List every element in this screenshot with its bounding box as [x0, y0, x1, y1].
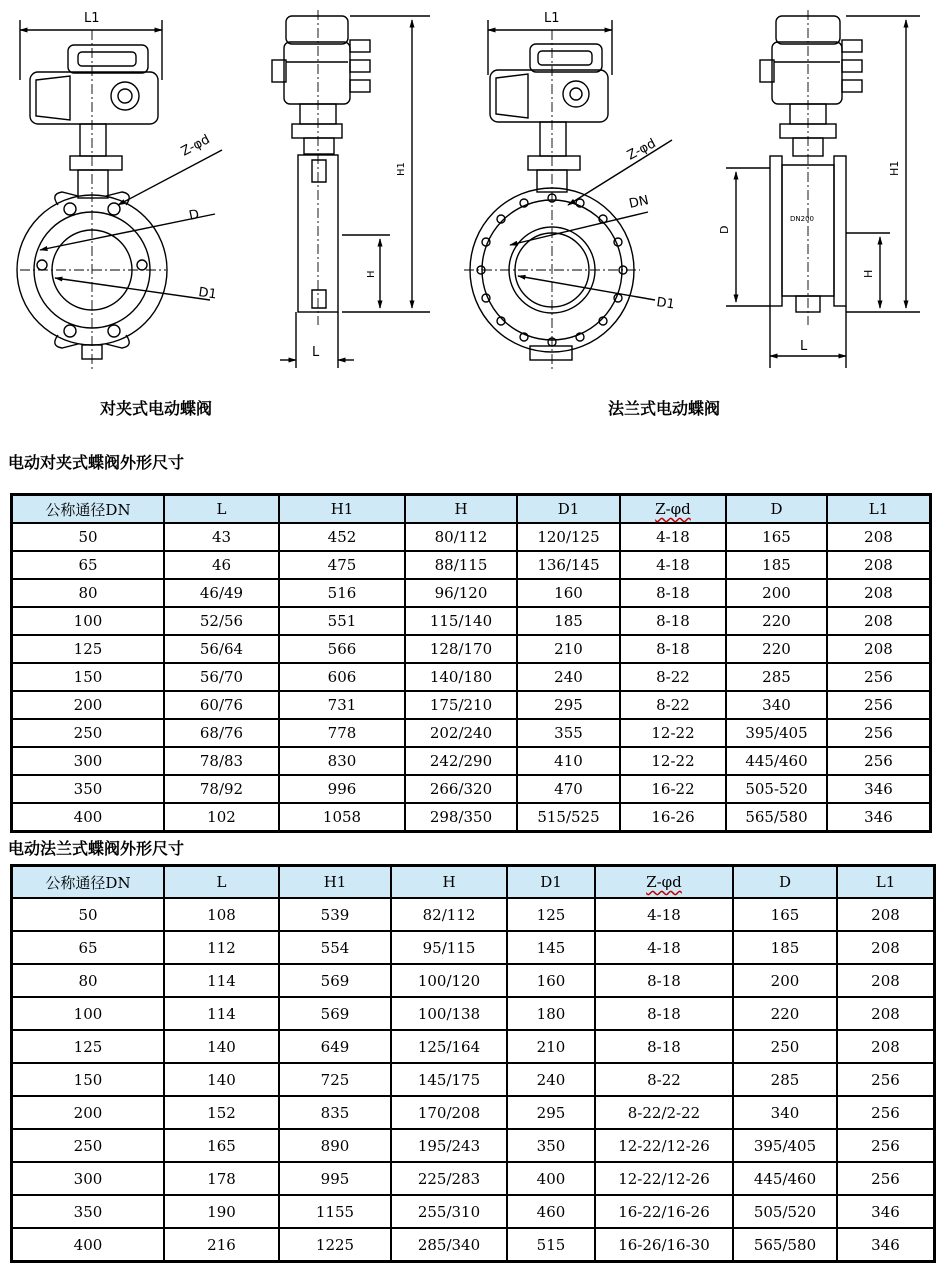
flange-side-view: [726, 10, 920, 368]
flange-table-cell: 185: [733, 931, 837, 964]
flange-table-cell: 225/283: [391, 1162, 507, 1195]
label-L1-wafer: L1: [84, 11, 100, 26]
wafer-table-cell: 566: [279, 635, 405, 663]
flange-table-cell: 725: [279, 1063, 391, 1096]
flange-table-cell: 505/520: [733, 1195, 837, 1228]
wafer-table-cell: 830: [279, 747, 405, 775]
flange-table-cell: 170/208: [391, 1096, 507, 1129]
wafer-table-cell: 445/460: [726, 747, 827, 775]
flange-table-cell: 890: [279, 1129, 391, 1162]
wafer-table-cell: 185: [726, 551, 827, 579]
flange-table-cell: 569: [279, 997, 391, 1030]
flange-table-cell: 8-18: [595, 964, 733, 997]
flange-table-cell: 208: [837, 1030, 934, 1063]
wafer-dimensions-table: [10, 493, 932, 833]
flange-table-cell: 285/340: [391, 1228, 507, 1261]
flange-table-cell: 1225: [279, 1228, 391, 1261]
wafer-table-row: [12, 747, 930, 775]
wafer-table-cell: 12-22: [620, 747, 726, 775]
wafer-table-cell: 452: [279, 523, 405, 551]
wafer-table-cell: 606: [279, 663, 405, 691]
wafer-table-cell: 200: [12, 691, 164, 719]
wafer-table-cell: 350: [12, 775, 164, 803]
flange-table-cell: 4-18: [595, 898, 733, 931]
label-Zphid-flange: Z-φd: [624, 136, 659, 164]
flange-header-cell: H: [391, 866, 507, 898]
wafer-table-cell: 136/145: [517, 551, 620, 579]
flange-table-cell: 460: [507, 1195, 595, 1228]
wafer-table-header-row: [12, 495, 930, 523]
flange-table-cell: 152: [164, 1096, 279, 1129]
wafer-table-cell: 515/525: [517, 803, 620, 831]
wafer-table-cell: 43: [164, 523, 279, 551]
flange-header-cell: Z-φd: [595, 866, 733, 898]
wafer-table-cell: 256: [827, 663, 930, 691]
label-L-flange-side: L: [800, 339, 808, 354]
flange-table-cell: 346: [837, 1228, 934, 1261]
flange-table-header-row: [12, 866, 934, 898]
wafer-table-row: [12, 803, 930, 831]
flange-header-cell: L: [164, 866, 279, 898]
flange-table-cell: 350: [507, 1129, 595, 1162]
flange-table-cell: 255/310: [391, 1195, 507, 1228]
wafer-table-cell: 256: [827, 719, 930, 747]
flange-table-cell: 295: [507, 1096, 595, 1129]
wafer-table-cell: 50: [12, 523, 164, 551]
flange-table-cell: 256: [837, 1096, 934, 1129]
wafer-table-cell: 200: [726, 579, 827, 607]
wafer-table-cell: 266/320: [405, 775, 517, 803]
wafer-table-cell: 120/125: [517, 523, 620, 551]
wafer-table-cell: 68/76: [164, 719, 279, 747]
wafer-table-cell: 516: [279, 579, 405, 607]
wafer-table-cell: 208: [827, 607, 930, 635]
flange-table-cell: 100/138: [391, 997, 507, 1030]
wafer-table-cell: 102: [164, 803, 279, 831]
flange-table-cell: 114: [164, 997, 279, 1030]
flange-table-cell: 125/164: [391, 1030, 507, 1063]
wafer-table-cell: 400: [12, 803, 164, 831]
flange-table-cell: 220: [733, 997, 837, 1030]
wafer-table-cell: 8-22: [620, 663, 726, 691]
wafer-header-cell: H: [405, 495, 517, 523]
label-H1-wafer-side: H1: [396, 162, 407, 176]
flange-table-cell: 100/120: [391, 964, 507, 997]
wafer-table-cell: 565/580: [726, 803, 827, 831]
wafer-table-cell: 996: [279, 775, 405, 803]
wafer-table-cell: 551: [279, 607, 405, 635]
wafer-header-cell: H1: [279, 495, 405, 523]
wafer-table-cell: 78/92: [164, 775, 279, 803]
flange-table-row: [12, 997, 934, 1030]
flange-table-cell: 285: [733, 1063, 837, 1096]
flange-table-cell: 8-18: [595, 1030, 733, 1063]
wafer-table-cell: 140/180: [405, 663, 517, 691]
flange-table-title: 电动法兰式蝶阀外形尺寸: [8, 839, 185, 858]
flange-table-cell: 208: [837, 997, 934, 1030]
wafer-table-cell: 52/56: [164, 607, 279, 635]
flange-table-row: [12, 931, 934, 964]
flange-table-cell: 649: [279, 1030, 391, 1063]
wafer-table-row: [12, 775, 930, 803]
wafer-table-cell: 46: [164, 551, 279, 579]
wafer-table-row: [12, 719, 930, 747]
flange-header-cell: D1: [507, 866, 595, 898]
wafer-header-cell: L1: [827, 495, 930, 523]
flange-table-cell: 216: [164, 1228, 279, 1261]
flange-header-cell: D: [733, 866, 837, 898]
flange-table-cell: 1155: [279, 1195, 391, 1228]
flange-table-cell: 165: [164, 1129, 279, 1162]
flange-table-row: [12, 964, 934, 997]
wafer-table-row: [12, 663, 930, 691]
flange-table-cell: 300: [12, 1162, 164, 1195]
flange-table-cell: 200: [12, 1096, 164, 1129]
flange-table-cell: 995: [279, 1162, 391, 1195]
flange-table-cell: 150: [12, 1063, 164, 1096]
wafer-table-row: [12, 551, 930, 579]
wafer-table-row: [12, 607, 930, 635]
wafer-table-cell: 96/120: [405, 579, 517, 607]
flange-table-cell: 16-22/16-26: [595, 1195, 733, 1228]
wafer-table-cell: 16-22: [620, 775, 726, 803]
wafer-table-cell: 346: [827, 775, 930, 803]
flange-table-row: [12, 1162, 934, 1195]
wafer-table-cell: 8-18: [620, 635, 726, 663]
wafer-table-cell: 175/210: [405, 691, 517, 719]
flange-table-cell: 145: [507, 931, 595, 964]
flange-table-cell: 108: [164, 898, 279, 931]
flange-table-cell: 340: [733, 1096, 837, 1129]
flange-table-cell: 195/243: [391, 1129, 507, 1162]
wafer-table-cell: 256: [827, 747, 930, 775]
flange-table-cell: 12-22/12-26: [595, 1129, 733, 1162]
flange-table-cell: 100: [12, 997, 164, 1030]
wafer-table-cell: 165: [726, 523, 827, 551]
flange-table-row: [12, 898, 934, 931]
wafer-table-cell: 300: [12, 747, 164, 775]
wafer-table-row: [12, 635, 930, 663]
wafer-table-cell: 4-18: [620, 523, 726, 551]
wafer-table-cell: 16-26: [620, 803, 726, 831]
flange-table-cell: 8-18: [595, 997, 733, 1030]
wafer-table-cell: 285: [726, 663, 827, 691]
label-D1-flange: D1: [655, 295, 676, 313]
wafer-table-cell: 346: [827, 803, 930, 831]
wafer-table-cell: 56/70: [164, 663, 279, 691]
wafer-header-cell: 公称通径DN: [12, 495, 164, 523]
label-D1-wafer: D1: [197, 285, 218, 303]
flange-table-cell: 256: [837, 1162, 934, 1195]
wafer-table-cell: 8-18: [620, 579, 726, 607]
flange-table-cell: 445/460: [733, 1162, 837, 1195]
flange-header-cell: 公称通径DN: [12, 866, 164, 898]
flange-table-cell: 554: [279, 931, 391, 964]
wafer-table-cell: 505-520: [726, 775, 827, 803]
wafer-table-cell: 298/350: [405, 803, 517, 831]
wafer-side-view: [272, 10, 430, 368]
flange-table-cell: 539: [279, 898, 391, 931]
label-H-flange-side: H: [862, 269, 875, 278]
wafer-table-cell: 80: [12, 579, 164, 607]
wafer-table-cell: 88/115: [405, 551, 517, 579]
wafer-table-cell: 56/64: [164, 635, 279, 663]
flange-table-cell: 208: [837, 898, 934, 931]
flange-table-row: [12, 1195, 934, 1228]
wafer-table-cell: 80/112: [405, 523, 517, 551]
wafer-table-cell: 295: [517, 691, 620, 719]
wafer-table-row: [12, 523, 930, 551]
wafer-table-cell: 8-22: [620, 691, 726, 719]
wafer-table-cell: 410: [517, 747, 620, 775]
wafer-front-view: [17, 20, 222, 372]
wafer-header-cell: D1: [517, 495, 620, 523]
flange-dimensions-table: [10, 864, 936, 1263]
wafer-table-row: [12, 579, 930, 607]
wafer-table-cell: 202/240: [405, 719, 517, 747]
wafer-table-cell: 220: [726, 607, 827, 635]
flange-table-cell: 160: [507, 964, 595, 997]
flange-table-cell: 145/175: [391, 1063, 507, 1096]
flange-header-cell: L1: [837, 866, 934, 898]
label-L-wafer-side: L: [312, 345, 320, 360]
flange-table-cell: 515: [507, 1228, 595, 1261]
wafer-table-cell: 46/49: [164, 579, 279, 607]
wafer-table-cell: 208: [827, 635, 930, 663]
flange-table-cell: 395/405: [733, 1129, 837, 1162]
wafer-table-cell: 8-18: [620, 607, 726, 635]
flange-table-cell: 256: [837, 1063, 934, 1096]
flange-table-cell: 140: [164, 1063, 279, 1096]
flange-table-cell: 82/112: [391, 898, 507, 931]
label-H-wafer-side: H: [366, 270, 377, 278]
flange-table-cell: 50: [12, 898, 164, 931]
wafer-table-cell: 208: [827, 579, 930, 607]
wafer-header-cell: L: [164, 495, 279, 523]
wafer-table-title: 电动对夹式蝶阀外形尺寸: [8, 453, 185, 472]
flange-table-row: [12, 1096, 934, 1129]
wafer-table-cell: 150: [12, 663, 164, 691]
flange-table-cell: 250: [12, 1129, 164, 1162]
wafer-table-row: [12, 691, 930, 719]
flange-table-cell: 165: [733, 898, 837, 931]
label-H1-flange-side: H1: [888, 160, 901, 176]
wafer-header-cell: Z-φd: [620, 495, 726, 523]
wafer-table-cell: 128/170: [405, 635, 517, 663]
wafer-table-cell: 65: [12, 551, 164, 579]
wafer-table-cell: 355: [517, 719, 620, 747]
wafer-table-cell: 778: [279, 719, 405, 747]
flange-header-cell: H1: [279, 866, 391, 898]
wafer-table-cell: 256: [827, 691, 930, 719]
flange-table-cell: 835: [279, 1096, 391, 1129]
label-D-wafer: D: [187, 207, 201, 224]
flange-table-cell: 8-22: [595, 1063, 733, 1096]
wafer-table-cell: 395/405: [726, 719, 827, 747]
flange-table-cell: 180: [507, 997, 595, 1030]
wafer-table-cell: 185: [517, 607, 620, 635]
flange-table-row: [12, 1030, 934, 1063]
flange-table-cell: 65: [12, 931, 164, 964]
wafer-table-cell: 12-22: [620, 719, 726, 747]
label-Zphid-wafer: Z-φd: [178, 132, 213, 160]
flange-table-cell: 400: [12, 1228, 164, 1261]
wafer-table-cell: 60/76: [164, 691, 279, 719]
wafer-table-cell: 78/83: [164, 747, 279, 775]
flange-table-cell: 80: [12, 964, 164, 997]
wafer-table-cell: 242/290: [405, 747, 517, 775]
label-DN-flange: DN: [627, 193, 651, 212]
flange-table-row: [12, 1063, 934, 1096]
wafer-table-cell: 160: [517, 579, 620, 607]
wafer-table-cell: 208: [827, 523, 930, 551]
flange-table-cell: 16-26/16-30: [595, 1228, 733, 1261]
flange-table-cell: 140: [164, 1030, 279, 1063]
flange-table-cell: 208: [837, 964, 934, 997]
flange-table-cell: 346: [837, 1195, 934, 1228]
flange-table-cell: 190: [164, 1195, 279, 1228]
wafer-table-cell: 4-18: [620, 551, 726, 579]
flange-table-cell: 178: [164, 1162, 279, 1195]
wafer-header-cell: D: [726, 495, 827, 523]
flange-table-cell: 112: [164, 931, 279, 964]
flange-table-cell: 250: [733, 1030, 837, 1063]
wafer-table-cell: 470: [517, 775, 620, 803]
flange-table-cell: 350: [12, 1195, 164, 1228]
wafer-table-cell: 250: [12, 719, 164, 747]
flange-table-cell: 125: [12, 1030, 164, 1063]
wafer-table-cell: 115/140: [405, 607, 517, 635]
flange-table-cell: 569: [279, 964, 391, 997]
label-L1-flange: L1: [544, 11, 560, 26]
flange-table-cell: 114: [164, 964, 279, 997]
flange-table-cell: 210: [507, 1030, 595, 1063]
flange-table-cell: 200: [733, 964, 837, 997]
wafer-table-cell: 125: [12, 635, 164, 663]
flange-table-cell: 565/580: [733, 1228, 837, 1261]
wafer-table-cell: 208: [827, 551, 930, 579]
wafer-valve-caption: 对夹式电动蝶阀: [100, 399, 213, 418]
valve-drawings: [0, 0, 948, 392]
flange-table-cell: 240: [507, 1063, 595, 1096]
flange-table-cell: 4-18: [595, 931, 733, 964]
wafer-table-cell: 731: [279, 691, 405, 719]
flange-valve-caption: 法兰式电动蝶阀: [608, 399, 721, 418]
wafer-table-cell: 475: [279, 551, 405, 579]
flange-table-cell: 8-22/2-22: [595, 1096, 733, 1129]
flange-table-cell: 400: [507, 1162, 595, 1195]
wafer-table-cell: 100: [12, 607, 164, 635]
flange-table-cell: 208: [837, 931, 934, 964]
flange-table-cell: 125: [507, 898, 595, 931]
flange-table-cell: 256: [837, 1129, 934, 1162]
label-D-flange-side: D: [718, 225, 731, 234]
wafer-table-cell: 220: [726, 635, 827, 663]
wafer-table-cell: 340: [726, 691, 827, 719]
flange-table-cell: 12-22/12-26: [595, 1162, 733, 1195]
wafer-table-cell: 210: [517, 635, 620, 663]
label-plate-flange: DN200: [790, 215, 814, 223]
flange-table-row: [12, 1228, 934, 1261]
flange-table-cell: 95/115: [391, 931, 507, 964]
wafer-table-cell: 1058: [279, 803, 405, 831]
wafer-table-cell: 240: [517, 663, 620, 691]
flange-table-row: [12, 1129, 934, 1162]
